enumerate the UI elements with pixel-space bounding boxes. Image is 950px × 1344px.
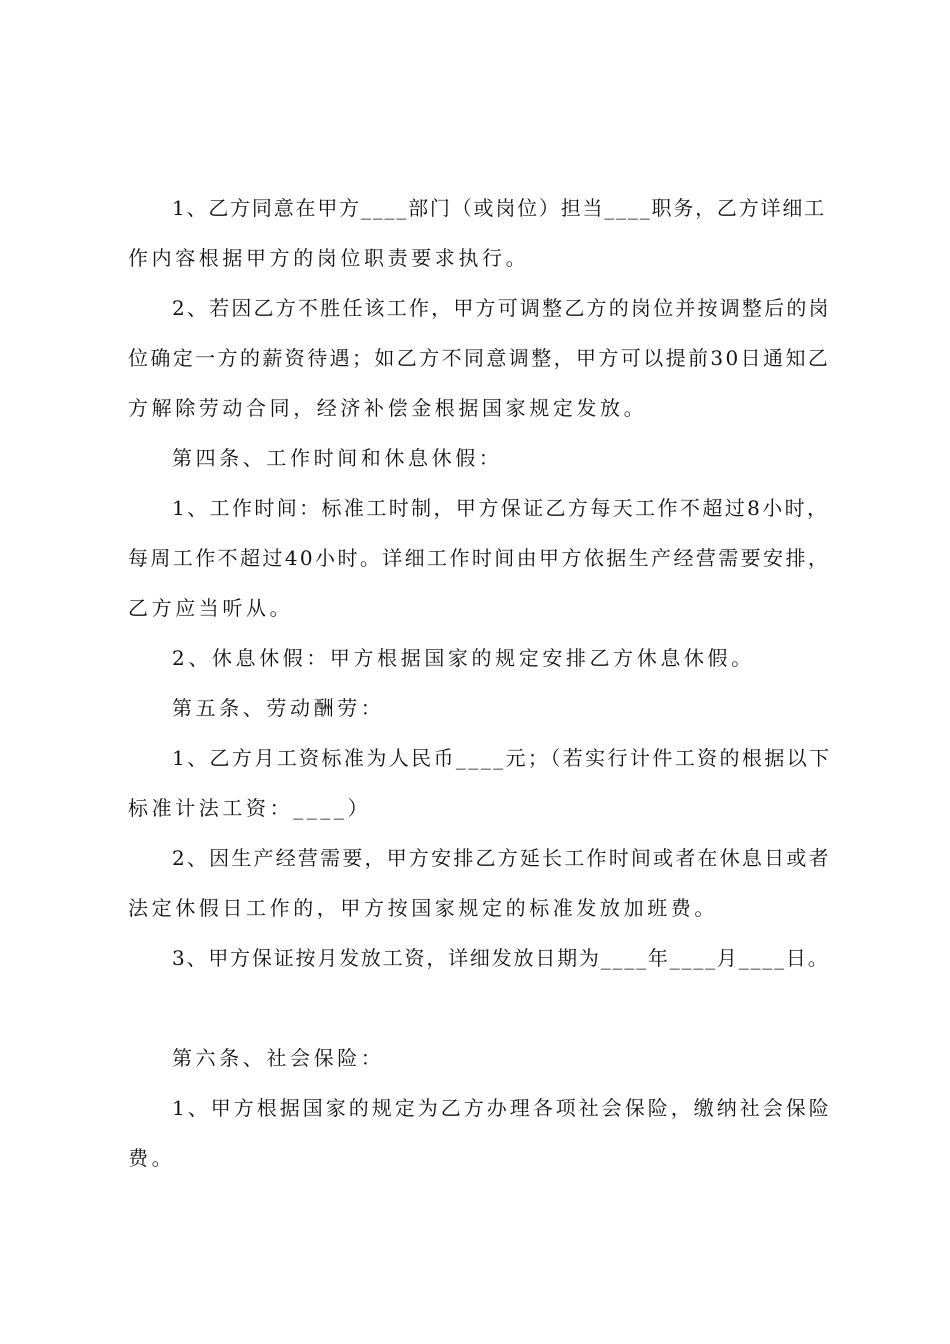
text-line: 1、乙方同意在甲方____部门（或岗位）担当____职务，乙方详细工	[172, 196, 826, 220]
section-heading: 第五条、劳动酬劳：	[172, 696, 385, 720]
text-line: 1、乙方月工资标准为人民币____元；（若实行计件工资的根据以下	[172, 746, 832, 770]
text-line: 作内容根据甲方的岗位职责要求执行。	[128, 246, 530, 270]
text-line: 方解除劳动合同，经济补偿金根据国家规定发放。	[128, 396, 648, 420]
text-line: 标准计法工资：____）	[128, 796, 372, 820]
text-line: 2、因生产经营需要，甲方安排乙方延长工作时间或者在休息日或者	[172, 846, 831, 870]
text-line: 1、甲方根据国家的规定为乙方办理各项社会保险，缴纳社会保险	[172, 1096, 832, 1120]
text-line: 位确定一方的薪资待遇；如乙方不同意调整，甲方可以提前30日通知乙	[128, 346, 831, 370]
text-line: 1、工作时间：标准工时制，甲方保证乙方每天工作不超过8小时，	[172, 496, 830, 520]
text-line: 2、休息休假：甲方根据国家的规定安排乙方休息休假。	[172, 646, 755, 670]
section-heading: 第四条、工作时间和休息休假：	[172, 446, 503, 470]
text-line: 乙方应当听从。	[128, 596, 294, 620]
text-line: 3、甲方保证按月发放工资，详细发放日期为____年____月____日。	[172, 946, 830, 970]
text-line: 每周工作不超过40小时。详细工作时间由甲方依据生产经营需要安排，	[128, 546, 831, 570]
text-line: 费。	[128, 1146, 176, 1170]
text-line: 法定休假日工作的，甲方按国家规定的标准发放加班费。	[128, 896, 718, 920]
section-heading: 第六条、社会保险：	[172, 1046, 385, 1070]
text-line: 2、若因乙方不胜任该工作，甲方可调整乙方的岗位并按调整后的岗	[172, 296, 831, 320]
